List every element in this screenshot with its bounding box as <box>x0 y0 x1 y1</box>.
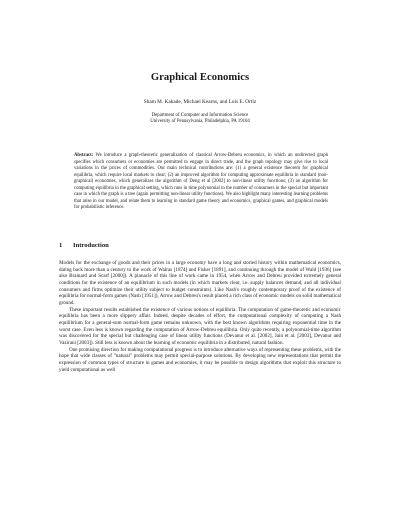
section-number: 1 <box>59 242 63 249</box>
body-text <box>59 260 341 373</box>
section-title: Introduction <box>73 242 109 249</box>
paragraph: Models for the exchange of goods and their prices in a large economy have a long and storied history within mathematical economics, dating back more than a century to the work of Walras [1874] and Fisher [1891], and continuing through the model of Wald [1936] (see also Brainard and Scarf [2000]). A pinnacle of this line of work came in 1954, when Arrow and Debreu provided extremely general conditions for the existence of an equilibrium in such models (in which markets clear, i.e. supply balances demand, and all individual consumers and firms optimize their utility subject to budget constraints). Like Nash's roughly contemporary proof of the existence of equilibria for normal-form games (Nash [1951]), Arrow and Debreu's result placed a rich class of economic models on solid mathematical ground. <box>59 260 341 306</box>
abstract-text: We introduce a graph-theoretic generalization of classical Arrow-Debreu economics, in which an undirected graph specifies which consumers or economies are permitted to engage in direct trade, and the graph topology may give rise to local variations in the prices of commodities. Our main technical contributions are: (1) a general existence theorem for graphical equilibria, which require local markets to clear; (2) an improved algorithm for computing approximate equilibria in standard (non-graphical) economies, which generalizes the algorithm of Deng et al [2002] to non-linear utility functions; (3) an algorithm for computing equilibria in the graphical setting, which runs in time polynomial in the number of consumers in the special but important case in which the graph is a tree (again permitting non-linear utility functions). We also highlight many interesting learning problems that arise in our model, and relate them to learning in standard game theory and economics, graphical games, and graphical models for probabilistic inference. <box>74 153 328 211</box>
affiliation-line: University of Pennsylvania, Philadelphia, PA 19104 <box>150 119 250 125</box>
section-heading <box>59 242 109 249</box>
paper-authors: Sham M. Kakade, Michael Kearns, and Luis E. Ortiz <box>143 99 257 105</box>
author-affiliation <box>60 113 340 126</box>
affiliation-line: Department of Computer and Information Science <box>151 113 249 118</box>
paragraph: One promising direction for making computational progress is to introduce alternative ways of representing these problems, with the hope that wide classes of "natural" problems may permit special-purpose solutions. By developing new representations that permit the expression of common types of structure in games and economies, it may be possible to design algorithms that exploit this structure to yield computational as well <box>59 346 341 373</box>
paragraph: These important results established the existence of various notions of equilibria. The computation of game-theoretic and economic equilibria has been a more slippery affair. Indeed, despite decades of effort, the computational complexity of computing a Nash equilibrium for a general-sum normal-form game remains unknown, with the best known algorithms requiring exponential time in the worst case. Even less is known regarding the computation of Arrow-Debreu equilibria. Only quite recently, a polynomial-time algorithm was discovered for the special but challenging case of linear utility functions (Devanur et al. [2002], Jain et al. [2003], Devanur and Vazirani [2003]). Still less is known about the learning of economic equilibria in a distributed, natural fashion. <box>59 306 341 346</box>
abstract <box>74 153 328 212</box>
abstract-label: Abstract: <box>74 153 94 158</box>
paper-title: Graphical Economics <box>150 72 250 83</box>
